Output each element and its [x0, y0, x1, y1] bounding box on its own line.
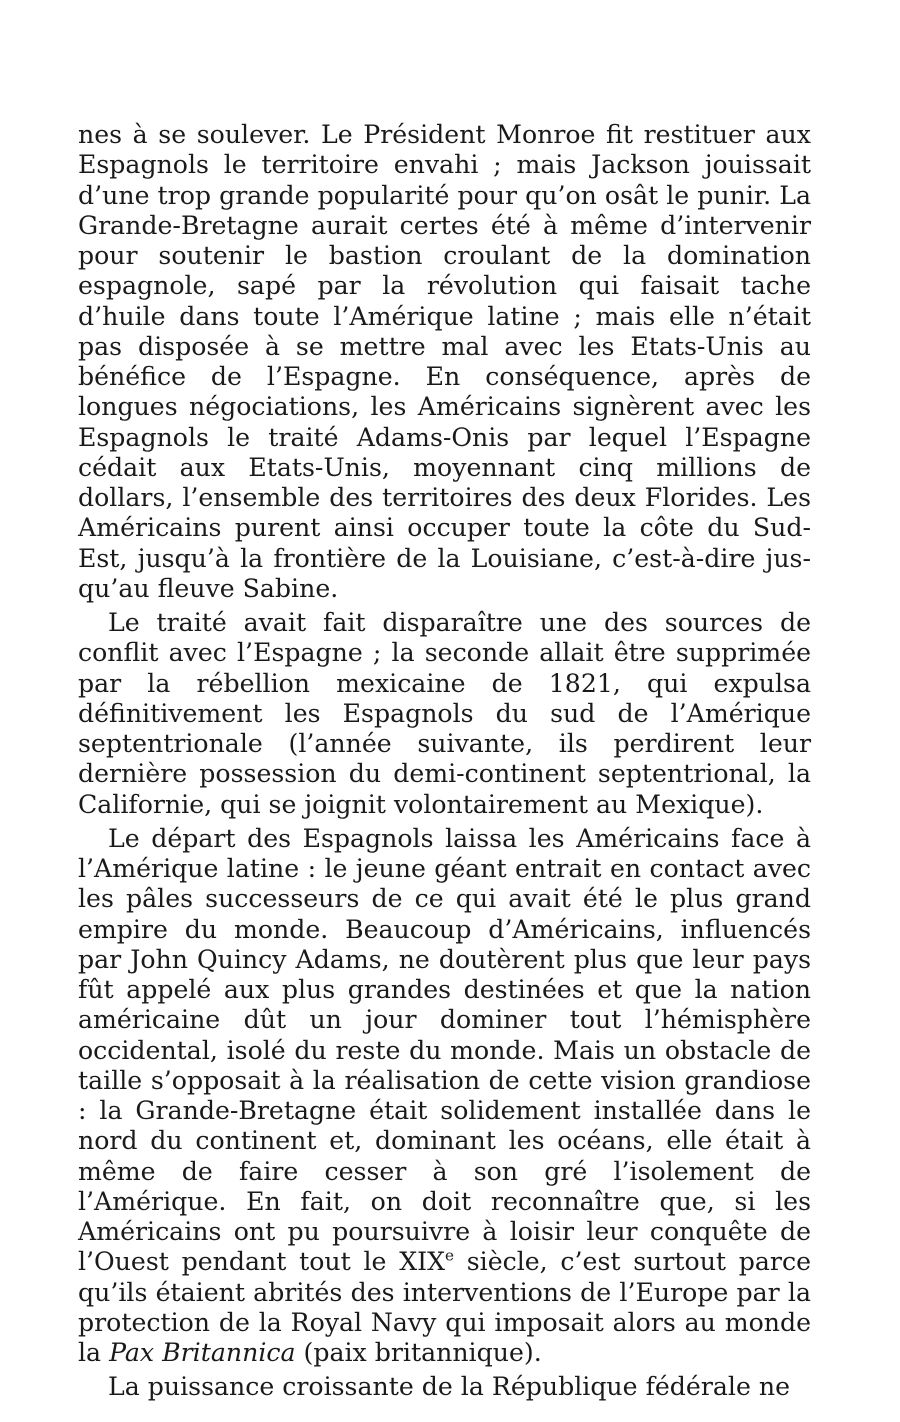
- paragraph-3-text-c: (paix britannique).: [295, 1338, 542, 1367]
- paragraph-1: [78, 120, 811, 604]
- paragraph-3: [78, 824, 811, 1369]
- page-body: [78, 120, 811, 1403]
- paragraph-2-text: Le traité avait fait disparaître une des sources de conflit avec l’Espagne ; la seconde allait être supprimée par la rébellion mexicaine de 1821, qui expulsa définitivement les Espagnols du sud de l’Amérique septentrionale (l’année suivante, ils perdirent leur dernière possession du demi-continent septentrional, la Californie, qui se joignit volontairement au Mexique).: [78, 608, 811, 819]
- paragraph-3-text-a: Le départ des Espagnols laissa les Américains face à l’Amérique latine : le jeune géant entrait en contact avec les pâles successeurs de ce qui avait été le plus grand empire du monde. Beaucoup d’Américains, influencés par John Quincy Adams, ne doutèrent plus que leur pays fût appelé aux plus grandes destinées et que la nation américaine dût un jour dominer tout l’hémisphère occidental, isolé du reste du monde. Mais un obstacle de taille s’opposait à la réalisation de cette vision grandiose : la Grande-Bretagne était solidement installée dans le nord du continent et, dominant les océans, elle était à même de faire cesser à son gré l’isolement de l’Amérique. En fait, on doit reconnaître que, si les Américains ont pu poursuivre à loisir leur conquête de l’Ouest pendant tout le XIX: [78, 823, 811, 1277]
- pax-britannica-italic: Pax Britannica: [109, 1338, 296, 1367]
- paragraph-2: [78, 608, 811, 820]
- paragraph-4: [78, 1372, 811, 1402]
- century-superscript: e: [445, 1246, 454, 1265]
- paragraph-3-text-b: siècle, c’est surtout parce qu’ils étaient abrités des interventions de l’Europe par la protection de la Royal Navy qui imposait alors au monde la: [78, 1247, 811, 1367]
- paragraph-1-text: nes à se soulever. Le Président Monroe fit restituer aux Espagnols le territoire envahi ; mais Jackson jouissait d’une trop grande popularité pour qu’on osât le punir. La Grande-Bretagne aurait certes été à même d’intervenir pour soutenir le bastion croulant de la domination espagnole, sapé par la révolution qui faisait tache d’huile dans toute l’Amérique latine ; mais elle n’était pas disposée à se mettre mal avec les Etats-Unis au bénéfice de l’Espagne. En conséquence, après de longues négociations, les Américains signèrent avec les Espagnols le traité Adams-Onis par lequel l’Espagne cédait aux Etats-Unis, moyennant cinq millions de dollars, l’ensemble des territoires des deux Florides. Les Américains purent ainsi occuper toute la côte du Sud-Est, jusqu’à la frontière de la Louisiane, c’est-à-dire jusqu’au fleuve Sabine.: [78, 120, 811, 603]
- paragraph-4-text: La puissance croissante de la République fédérale ne: [108, 1372, 790, 1402]
